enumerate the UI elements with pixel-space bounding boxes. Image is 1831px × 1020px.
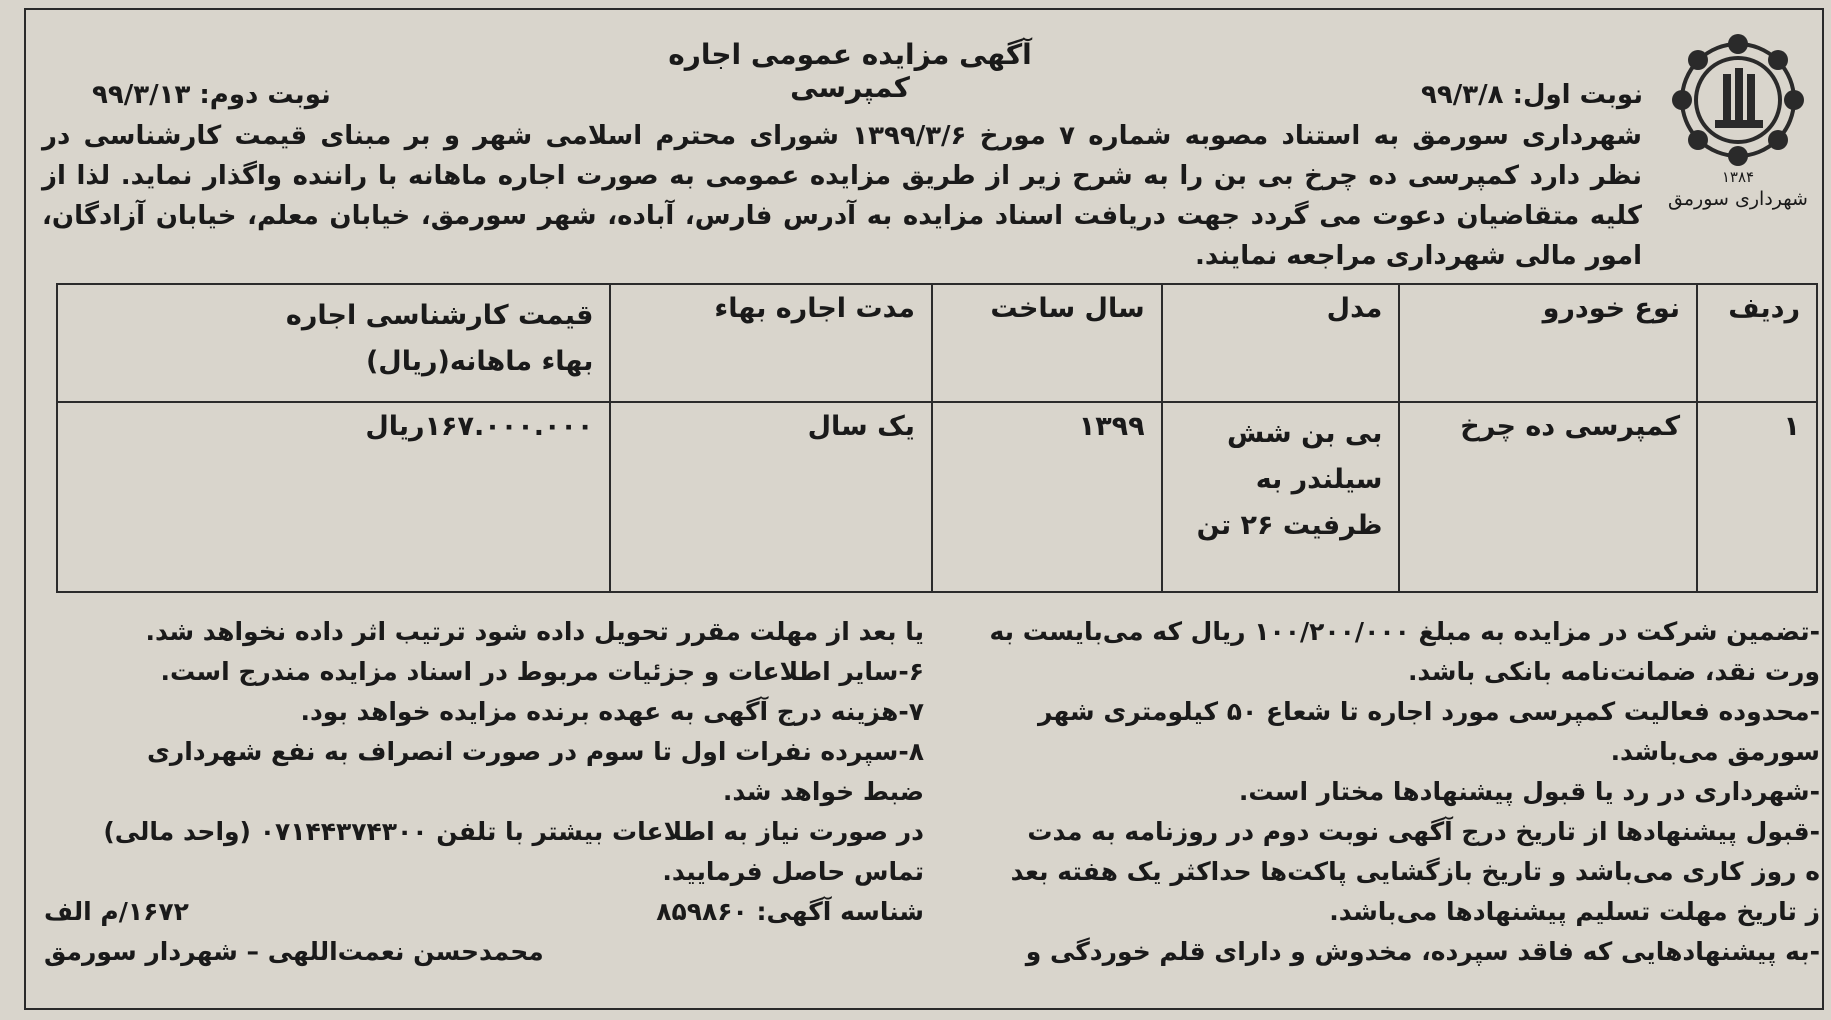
condition-line: در صورت نیاز به اطلاعات بیشتر با تلفن ۰۷۱۴۴۳۷۴۳۰۰ (واحد مالی)	[103, 817, 924, 846]
header-build-year: سال ساخت	[932, 284, 1162, 402]
signature: محمدحسن نعمت‌اللهی – شهردار سورمق	[44, 937, 544, 966]
header-price	[57, 284, 610, 402]
cell-duration: یک سال	[610, 402, 932, 592]
model-line: سیلندر به	[1255, 464, 1383, 495]
first-turn-date: نوبت اول: ۹۹/۳/۸	[1421, 80, 1643, 110]
model-line: ظرفیت ۲۶ تن	[1196, 510, 1383, 541]
municipality-emblem-icon	[1663, 34, 1813, 168]
intro-line: نظر دارد کمپرسی ده چرخ بی بن را به شرح زیر از طریق مزایده عمومی به صورت اجاره ماهانه با راننده واگذار نماید. لذا از	[42, 161, 1642, 191]
header-price-line: قیمت کارشناسی اجاره	[285, 300, 594, 331]
ad-code: ۱۶۷۲/م الف	[44, 897, 189, 926]
condition-line: ورت نقد، ضمانت‌نامه بانکی باشد.	[1407, 657, 1820, 686]
municipality-logo	[1663, 34, 1813, 224]
condition-line: ۸-سپرده نفرات اول تا سوم در صورت انصراف به نفع شهرداری	[146, 737, 924, 766]
intro-paragraph	[42, 116, 1642, 276]
auction-table	[56, 283, 1818, 593]
condition-line: یا بعد از مهلت مقرر تحویل داده شود ترتیب اثر داده نخواهد شد.	[145, 617, 924, 646]
condition-line: ضبط خواهد شد.	[722, 777, 924, 806]
conditions-left-column	[44, 612, 924, 972]
condition-line: -محدوده فعالیت کمپرسی مورد اجاره تا شعاع ۵۰ کیلومتری شهر	[1037, 697, 1820, 726]
header-price-line: بهاء ماهانه(ریال)	[365, 346, 594, 377]
table-header-row	[57, 284, 1817, 402]
cell-model	[1162, 402, 1400, 592]
condition-line: ۶-سایر اطلاعات و جزئیات مربوط در اسناد مزایده مندرج است.	[160, 657, 924, 686]
condition-line: -قبول پیشنهادها از تاریخ درج آگهی نوبت دوم در روزنامه به مدت	[1027, 817, 1820, 846]
header-model: مدل	[1162, 284, 1400, 402]
intro-line: کلیه متقاضیان دعوت می گردد جهت دریافت اسناد مزایده به آدرس فارس، آباده، شهر سورمق، خیابان معلم، خیابان آزادگان،	[42, 201, 1642, 231]
condition-line: ه روز کاری می‌باشد و تاریخ بازگشایی پاکت‌ها حداکثر یک هفته بعد	[1010, 857, 1820, 886]
condition-line: سورمق می‌باشد.	[1610, 737, 1820, 766]
cell-price: ۱۶۷.۰۰۰.۰۰۰ریال	[57, 402, 610, 592]
conditions-right-column	[962, 612, 1820, 972]
cell-build-year: ۱۳۹۹	[932, 402, 1162, 592]
logo-year: ۱۳۸۴	[1721, 168, 1755, 186]
header-vehicle-type: نوع خودرو	[1399, 284, 1697, 402]
condition-line: تماس حاصل فرمایید.	[662, 857, 924, 886]
intro-line: شهرداری سورمق به استناد مصوبه شماره ۷ مورخ ۱۳۹۹/۳/۶ شورای محترم اسلامی شهر و بر مبنای قیمت کارشناسی در	[42, 121, 1643, 151]
table-row	[57, 402, 1817, 592]
condition-line: ۷-هزینه درج آگهی به عهده برنده مزایده خواهد بود.	[300, 697, 924, 726]
condition-line: ز تاریخ مهلت تسلیم پیشنهادها می‌باشد.	[1329, 897, 1820, 926]
cell-vehicle-type: کمپرسی ده چرخ	[1399, 402, 1697, 592]
ad-id-row	[44, 892, 924, 932]
condition-line: -به پیشنهادهایی که فاقد سپرده، مخدوش و دارای قلم خوردگی و	[1025, 937, 1820, 966]
model-line: بی بن شش	[1226, 418, 1383, 449]
ad-id: شناسه آگهی: ۸۵۹۸۶۰	[656, 897, 924, 926]
header-row-number: ردیف	[1697, 284, 1817, 402]
cell-row-number: ۱	[1697, 402, 1817, 592]
logo-text: شهرداری سورمق	[1668, 188, 1808, 210]
second-turn-date: نوبت دوم: ۹۹/۳/۱۳	[92, 80, 331, 110]
condition-line: -شهرداری در رد یا قبول پیشنهادها مختار است.	[1238, 777, 1820, 806]
condition-line: -تضمین شرکت در مزایده به مبلغ ۱۰۰/۲۰۰/۰۰۰ ریال که می‌بایست به	[989, 617, 1820, 646]
notice-title: آگهی مزایده عمومی اجاره کمپرسی	[668, 38, 1032, 104]
header-duration: مدت اجاره بهاء	[610, 284, 932, 402]
intro-line: امور مالی شهرداری مراجعه نمایند.	[1195, 241, 1642, 271]
